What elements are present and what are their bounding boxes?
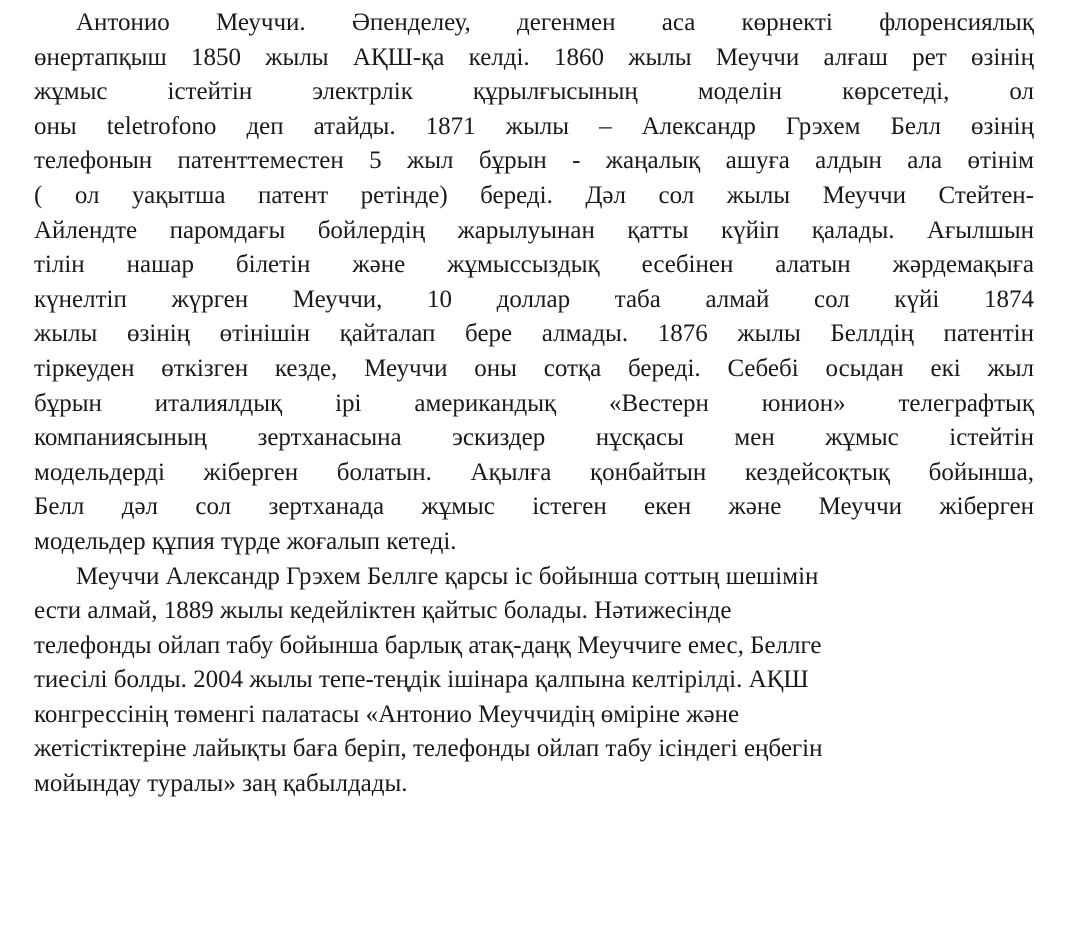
text-line: конгрессінің төменгі палатасы «Антонио Меуччидің өміріне және	[34, 700, 740, 728]
text-line: Меуччи Александр Грэхем Беллге қарсы іс бойынша соттың шешімін	[76, 562, 819, 590]
text-line: Антонио Меуччи. Әпенделеу, дегенмен аса көрнекті флоренсиялық	[76, 9, 1034, 36]
document-body	[34, 6, 1034, 802]
text-line: өнертапқыш 1850 жылы АҚШ-қа келді. 1860 жылы Меуччи алғаш рет өзінің	[34, 43, 1034, 71]
text-line: тиесілі болды. 2004 жылы тепе-теңдік ішінара қалпына келтірілді. АҚШ	[34, 666, 809, 694]
text-line: Айлендте паромдағы бойлердің жарылуынан қатты күйіп қалады. Ағылшын	[34, 216, 1034, 244]
text-line: ести алмай, 1889 жылы кедейліктен қайтыс болады. Нәтижесінде	[34, 597, 732, 625]
text-line: Белл дәл сол зертханада жұмыс істеген екен және Меуччи жіберген	[34, 493, 1034, 521]
text-line: жетістіктеріне лайықты баға беріп, телефонды ойлап табу ісіндегі еңбегін	[34, 735, 823, 763]
text-line: компаниясының зертханасына эскиздер нұсқасы мен жұмыс істейтін	[34, 424, 1034, 452]
text-line: күнелтіп жүрген Меуччи, 10 доллар таба алмай сол күйі 1874	[34, 285, 1034, 313]
text-line: телефонды ойлап табу бойынша барлық атақ-даңқ Меуччиге емес, Беллге	[34, 631, 822, 659]
text-line: модельдерді жіберген болатын. Ақылға қонбайтын кездейсоқтық бойынша,	[34, 458, 1034, 486]
text-line: телефонын патенттеместен 5 жыл бұрын - жаңалық ашуға алдын ала өтінім	[34, 147, 1034, 175]
text-line: мойындау туралы» заң қабылдады.	[34, 770, 408, 798]
text-line: жылы өзінің өтінішін қайталап бере алмады. 1876 жылы Беллдің патентін	[34, 320, 1034, 348]
paragraph-2	[34, 560, 1034, 802]
text-line: ( ол уақытша патент ретінде) береді. Дәл сол жылы Меуччи Стейтен-	[34, 181, 1034, 209]
text-line: жұмыс істейтін электрлік құрылғысының моделін көрсетеді, ол	[34, 78, 1034, 106]
paragraph-1	[34, 6, 1034, 560]
text-line: оны teletrofono деп атайды. 1871 жылы – Александр Грэхем Белл өзінің	[34, 112, 1034, 140]
text-line: модельдер құпия түрде жоғалып кетеді.	[34, 527, 457, 555]
text-line: тілін нашар білетін және жұмыссыздық есебінен алатын жәрдемақыға	[34, 251, 1034, 279]
text-line: бұрын италиялдық ірі американдық «Вестерн юнион» телеграфтық	[34, 389, 1034, 417]
text-line: тіркеуден өткізген кезде, Меуччи оны сотқа береді. Себебі осыдан екі жыл	[34, 354, 1034, 382]
